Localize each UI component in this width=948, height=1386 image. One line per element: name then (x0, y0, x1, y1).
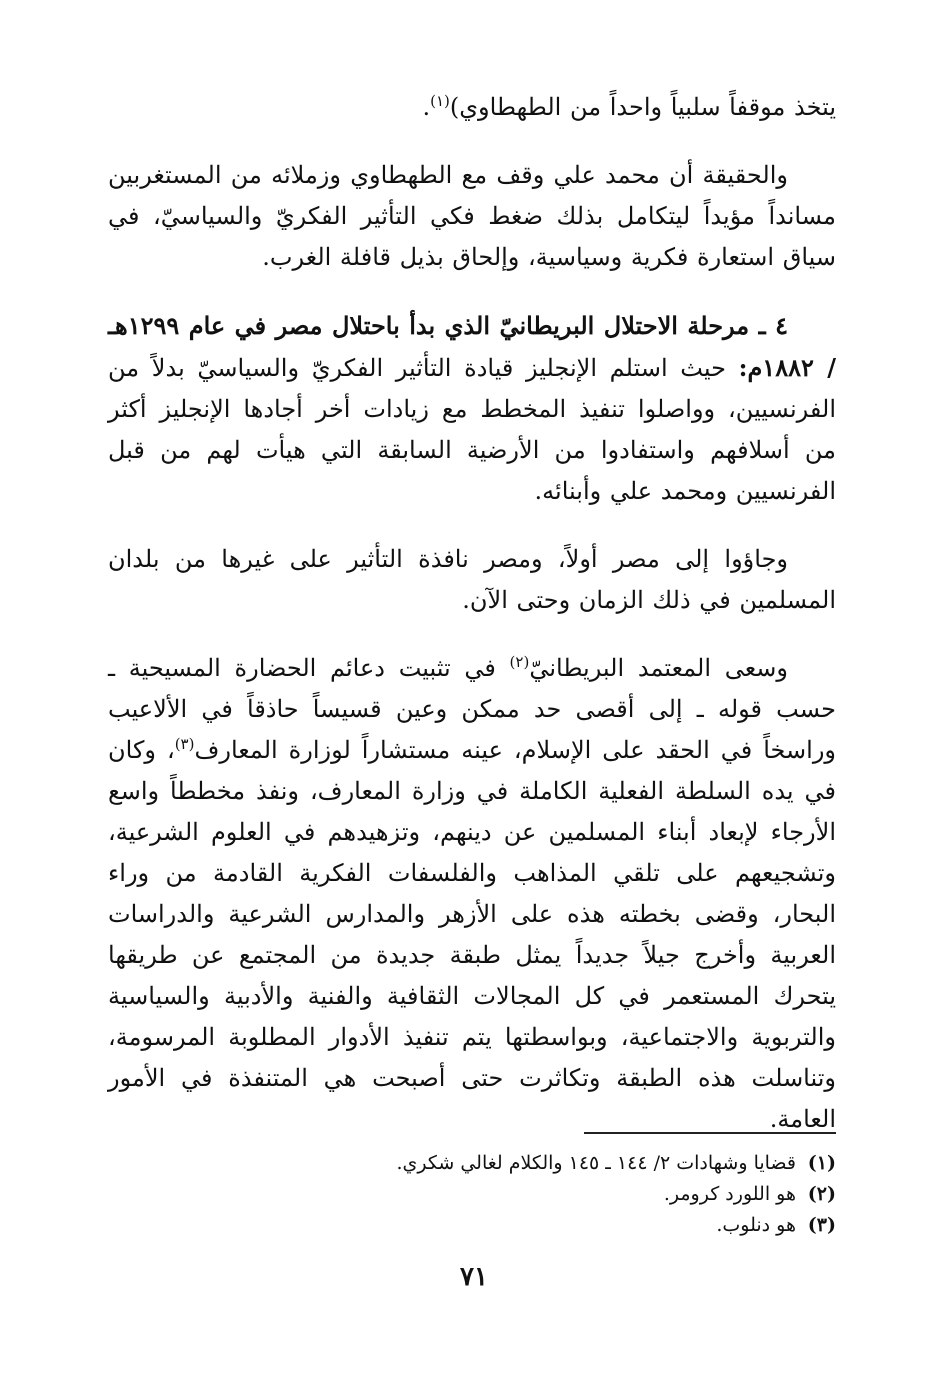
footnote-ref-2[interactable]: (٢) (509, 653, 530, 671)
paragraph-2: والحقيقة أن محمد علي وقف مع الطهطاوي وزملائه من المستغربين مسانداً مؤيداً ليتكامل بذلك ضغط فكي التأثير الفكريّ والسياسيّ، في سياق استعارة فكرية وسياسية، وإلحاق بذيل قافلة الغرب. (108, 161, 836, 271)
paragraph-1-text: يتخذ موقفاً سلبياً واحداً من الطهطاوي) (449, 93, 836, 121)
paragraph-5-part-1: وسعى المعتمد البريطانيّ (529, 654, 788, 682)
paragraph-5-part-3: ، وكان في يده السلطة الفعلية الكاملة في وزارة المعارف، ونفذ مخططاً واسع الأرجاء لإبعاد أبناء المسلمين عن دينهم، وتزهيدهم في العلوم الشرعية، وتشجيعهم على تلقي المذاهب والفلسفات الفكرية القادمة من وراء البحار، وقضى بخطته هذه على الأزهر والمدارس الشرعية والدراسات العربية وأخرج جيلاً جديداً يمثل طبقة جديدة من المجتمع عن طريقها يتحرك المستعمر في كل المجالات الثقافية والفنية والأدبية والسياسية والتربوية والاجتماعية، وبواسطتها يتم تنفيذ الأدوار المطلوبة المرسومة، وتناسلت هذه الطبقة وتكاثرت حتى أصبحت هي المتنفذة في الأمور العامة. (108, 736, 836, 1133)
main-text (108, 87, 836, 1167)
paragraph-3-text: حيث استلم الإنجليز قيادة التأثير الفكريّ والسياسيّ بدلاً من الفرنسيين، وواصلوا تنفيذ المخطط مع زيادات أخر أجادها الإنجليز أكثر من أسلافهم واستفادوا من الأرضية السابقة التي هيأت لهم من قبل الفرنسيين ومحمد علي وأبنائه. (108, 354, 836, 505)
paragraph-5-part-2: في تثبيت دعائم الحضارة المسيحية ـ حسب قوله ـ إلى أقصى حد ممكن وعين قسيساً حاذقاً في الألاعيب وراسخاً في الحقد على الإسلام، عينه مستشاراً لوزارة المعارف (108, 654, 836, 764)
paragraph-1 (108, 87, 836, 128)
footnote-3 (108, 1210, 836, 1241)
footnote-text: قضايا وشهادات ٢/ ١٤٤ ـ ١٤٥ والكلام لغالي شكري. (396, 1152, 796, 1174)
paragraph-1-end: . (422, 93, 431, 121)
footnote-ref-1[interactable]: (١) (430, 92, 450, 110)
footnote-text: هو دنلوب. (716, 1214, 796, 1236)
footnote-number: (١) (807, 1152, 836, 1174)
page-number: ٧١ (460, 1262, 488, 1292)
footnote-text: هو اللورد كرومر. (663, 1183, 796, 1205)
footnote-number: (٢) (807, 1183, 836, 1205)
paragraph-3 (108, 305, 836, 512)
footnote-2 (108, 1179, 836, 1210)
footnote-number: (٣) (807, 1214, 836, 1236)
section-heading-stage-4: ٤ ـ مرحلة الاحتلال البريطانيّ الذي بدأ باحتلال مصر في عام ١٢٩٩هـ / ١٨٨٢م: (108, 311, 837, 382)
footnote-ref-3[interactable]: (٣) (174, 735, 195, 753)
paragraph-4: وجاؤوا إلى مصر أولاً، ومصر نافذة التأثير على غيرها من بلدان المسلمين في ذلك الزمان وحتى الآن. (108, 545, 836, 614)
footnotes (108, 1148, 836, 1241)
paragraph-5 (108, 648, 836, 1140)
footnote-1 (108, 1148, 836, 1179)
footnote-divider (584, 1132, 836, 1134)
